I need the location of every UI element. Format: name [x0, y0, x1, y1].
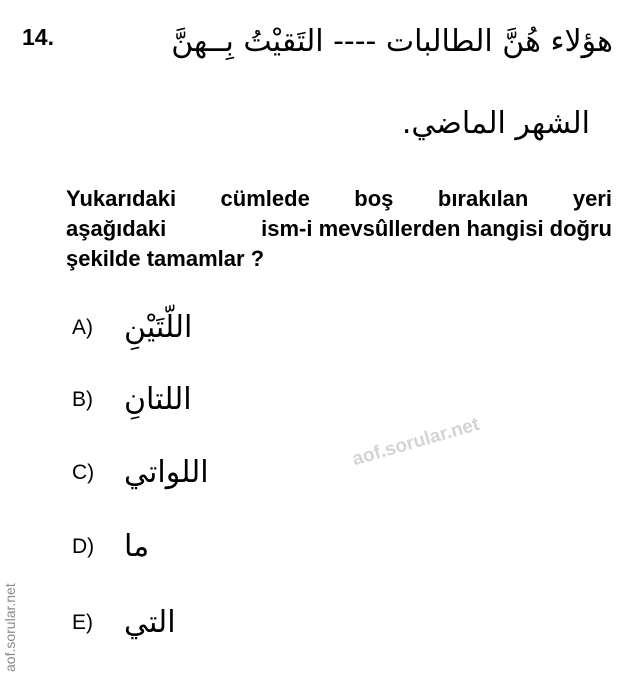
watermark: aof.sorular.net [350, 413, 482, 471]
arabic-sentence-line-2: الشهر الماضي. [401, 106, 590, 141]
arabic-sentence-line-1: هؤلاء هُنَّ الطالبات ---- التَقيْتُ بِــهنَّ [171, 24, 613, 59]
question-line-1 [66, 184, 612, 214]
question-word: bırakılan [437, 186, 529, 211]
option-b[interactable] [72, 375, 192, 425]
option-e[interactable] [72, 598, 176, 648]
option-text: ما [124, 529, 150, 564]
option-label: D) [72, 535, 95, 558]
question-word: aşağıdaki [66, 216, 167, 241]
question-word: cümlede [220, 186, 310, 211]
question-word: ism-i mevsûllerden hangisi doğru [261, 216, 612, 241]
option-c[interactable] [72, 448, 209, 498]
question-line-3: şekilde tamamlar ? [66, 246, 265, 271]
question-number: 14. [22, 24, 54, 50]
option-label: E) [72, 611, 93, 634]
option-text: اللتانِ [124, 382, 192, 417]
option-d[interactable] [72, 522, 149, 572]
option-text: اللّتَيْنِ [124, 310, 193, 345]
option-label: A) [72, 316, 93, 339]
option-label: C) [72, 461, 95, 484]
side-watermark: aof.sorular.net [2, 583, 18, 672]
option-text: اللواتي [124, 455, 209, 490]
question-word: Yukarıdaki [66, 186, 177, 211]
option-label: B) [72, 388, 93, 411]
question-text [66, 184, 612, 274]
option-text: التي [124, 605, 176, 640]
option-a[interactable] [72, 303, 192, 353]
question-line-2 [66, 214, 612, 244]
question-word: boş [354, 186, 394, 211]
question-word: yeri [572, 186, 612, 211]
